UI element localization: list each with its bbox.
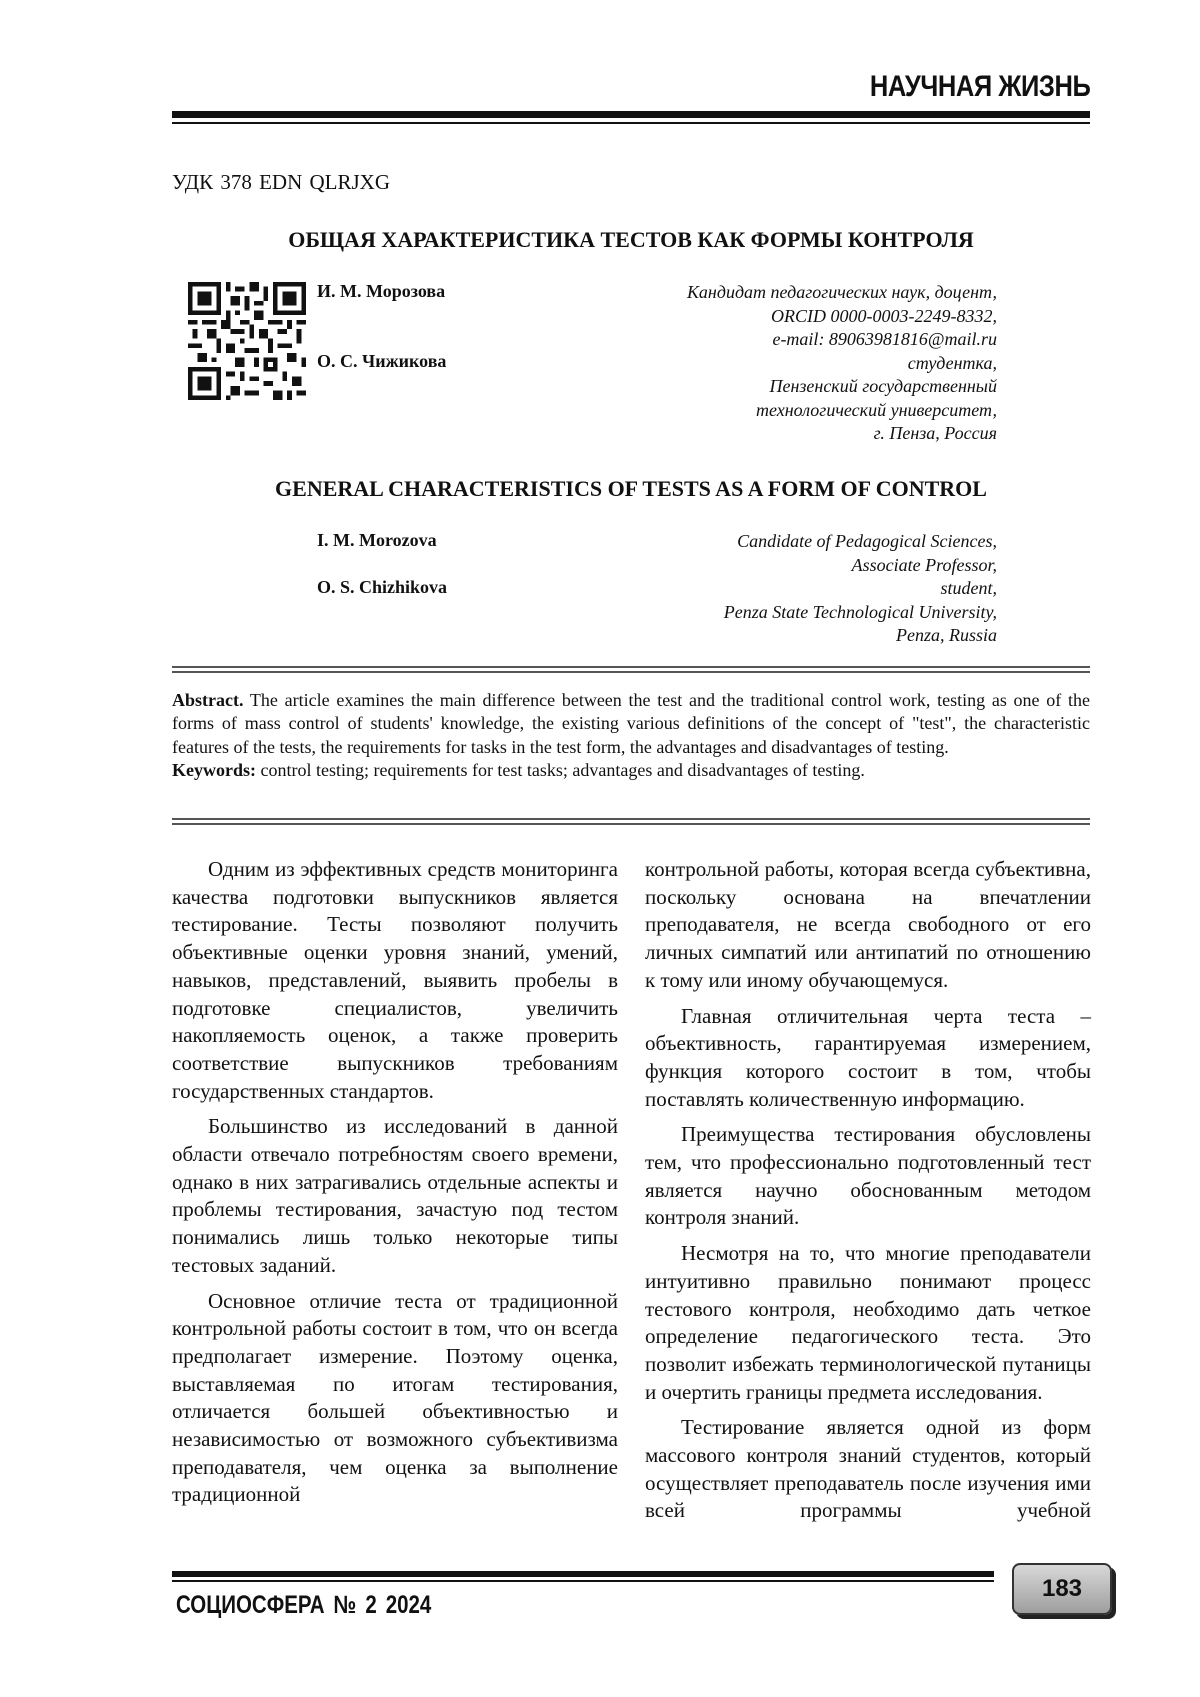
body-paragraph: Тестирование является одной из форм массового контроля знаний студентов, который осуществляет преподаватель после изучения ими всей программы учебной — [645, 1415, 1091, 1523]
body-paragraph: Большинство из исследований в данной области отвечало потребностям своего времени, однако в них затрагивались отдельные аспекты и проблемы тестирования, зачастую под тестом понимались лишь только некоторые типы тестовых заданий. — [172, 1114, 618, 1277]
journal-name: СОЦИОСФЕРА № 2 2024 — [176, 1591, 432, 1619]
abstract-top-rule — [172, 666, 1090, 673]
affiliation-en — [567, 530, 997, 648]
author-2-ru: О. С. Чижикова — [317, 351, 447, 371]
article-title-ru: ОБЩАЯ ХАРАКТЕРИСТИКА ТЕСТОВ КАК ФОРМЫ КОНТРОЛЯ — [288, 227, 974, 252]
affiliation-line: ORCID 0000-0003-2249-8332, — [771, 305, 997, 326]
abstract-block — [172, 689, 1090, 782]
author-2-en: O. S. Chizhikova — [317, 577, 448, 597]
abstract-text: The article examines the main difference between the test and the traditional control work, testing as one of the forms of mass control of students' knowledge, the existing various definitions of the concept of "test", the characteristic features of the tests, the requirements for tasks in the test form, the advantages and disadvantages of testing. — [172, 690, 1090, 757]
body-column-right — [645, 856, 1091, 1525]
body-paragraph: Несмотря на то, что многие преподаватели интуитивно правильно понимают процесс тестового контроля, необходимо дать четкое определение педагогического теста. Это позволит избежать терминологической путаницы и очертить границы предмета исследования. — [645, 1241, 1091, 1404]
qr-code-icon — [188, 282, 306, 400]
affiliation-line: e-mail: 89063981816@mail.ru — [772, 329, 997, 349]
udk-line: УДК 378 EDN QLRJXG — [172, 170, 390, 194]
affiliation-line: Кандидат педагогических наук, доцент, — [686, 282, 997, 302]
keywords-label: Keywords: — [172, 759, 256, 780]
abstract-bottom-rule — [172, 818, 1090, 825]
affiliation-line: Пензенский государственный — [769, 376, 997, 396]
affiliation-line: Penza, Russia — [896, 625, 997, 645]
author-1-en: I. M. Morozova — [317, 530, 437, 550]
affiliation-line: student, — [940, 578, 997, 598]
keywords-text: control testing; requirements for test tasks; advantages and disadvantages of testing. — [260, 759, 865, 780]
abstract-paragraph — [172, 689, 1090, 759]
section-title: НАУЧНАЯ ЖИЗНЬ — [869, 70, 1090, 103]
header-rule-thin — [172, 122, 1090, 124]
body-column-left — [172, 856, 618, 1509]
affiliation-line: студентка, — [907, 352, 997, 373]
body-paragraph: контрольной работы, которая всегда субъективна, поскольку основана на впечатлении преподавателя, не всегда свободного от его личных симпатий или антипатий по отношению к тому или иному обучающемуся. — [645, 857, 1091, 992]
footer-rule — [172, 1571, 994, 1577]
body-paragraph: Главная отличительная черта теста – объективность, гарантируемая измерением, функция которого состоит в том, чтобы поставлять количественную информацию. — [645, 1003, 1091, 1111]
body-paragraph: Одним из эффективных средств мониторинга качества подготовки выпускников является тестирование. Тесты позволяют получить объективные оценки уровня знаний, умений, навыков, представлений, выявить пробелы в подготовке специалистов, увеличить накопляемость оценок, а также проверить соответствие выпускников требованиям государственных стандартов. — [172, 857, 618, 1103]
body-paragraph: Основное отличие теста от традиционной контрольной работы состоит в том, что он всегда предполагает измерение. Поэтому оценка, выставляемая по итогам тестирования, отличается большей объективностью и независимостью от возможного субъективизма преподавателя, чем оценка за выполнение традиционной — [172, 1288, 618, 1507]
abstract-label: Abstract. — [172, 690, 244, 710]
affiliation-line: г. Пенза, Россия — [873, 423, 997, 443]
affiliation-line: Associate Professor, — [851, 554, 997, 575]
affiliation-line: технологический университет, — [756, 399, 997, 420]
header-rule — [172, 111, 1090, 118]
body-paragraph: Преимущества тестирования обусловлены тем, что профессионально подготовленный тест является научно обоснованным методом контроля знаний. — [645, 1122, 1091, 1230]
author-1-ru: И. М. Морозова — [317, 281, 446, 301]
keywords-paragraph — [172, 759, 1090, 782]
affiliation-ru — [567, 281, 997, 446]
affiliation-line: Penza State Technological University, — [723, 601, 997, 622]
article-title-en: GENERAL CHARACTERISTICS OF TESTS AS A FORM OF CONTROL — [275, 476, 987, 501]
footer-rule-thin — [172, 1580, 994, 1582]
page-number: 183 — [1012, 1563, 1112, 1615]
affiliation-line: Candidate of Pedagogical Sciences, — [737, 531, 997, 551]
